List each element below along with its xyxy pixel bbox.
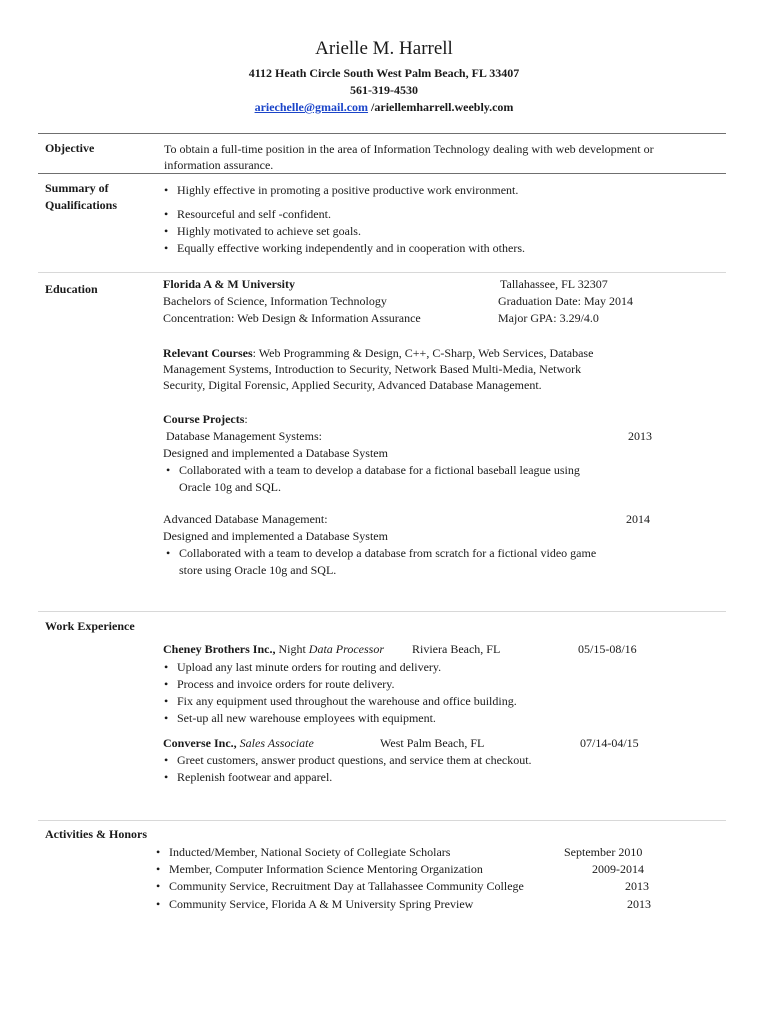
relevant-courses-line-2: Management Systems, Introduction to Security, Network Based Multi-Media, Network — [163, 362, 582, 376]
school-name: Florida A & M University — [163, 277, 295, 291]
job-header: Cheney Brothers Inc., Night Data Processor — [163, 642, 385, 656]
job-dates: 05/15-08/16 — [578, 642, 637, 656]
school-location: Tallahassee, FL 32307 — [500, 277, 608, 291]
job-dates: 07/14-04/15 — [580, 736, 639, 750]
header-divider — [38, 133, 726, 134]
relevant-courses-line-3: Security, Digital Forensic, Applied Security, Advanced Database Management. — [163, 378, 542, 392]
objective-divider — [38, 173, 726, 174]
activity-item: • Community Service, Florida A & M University Spring Preview — [156, 897, 474, 911]
activity-date: 2013 — [625, 879, 649, 893]
job-duty: • Process and invoice orders for route delivery. — [164, 677, 395, 691]
work-divider — [38, 820, 726, 821]
summary-item: • Resourceful and self -confident. — [164, 207, 331, 221]
phone-line: 561-319-4530 — [350, 83, 418, 97]
job-duty: • Replenish footwear and apparel. — [164, 770, 333, 784]
job-location: Riviera Beach, FL — [412, 642, 501, 656]
activity-item: • Community Service, Recruitment Day at Tallahassee Community College — [156, 879, 524, 893]
job-duty: • Fix any equipment used throughout the warehouse and office building. — [164, 694, 517, 708]
objective-text-2: information assurance. — [164, 158, 274, 172]
project-bullet-cont: store using Oracle 10g and SQL. — [179, 563, 337, 577]
project-desc: Designed and implemented a Database System — [163, 529, 388, 543]
objective-label: Objective — [45, 141, 95, 155]
summary-item: • Highly motivated to achieve set goals. — [164, 224, 361, 238]
project-bullet: • Collaborated with a team to develop a database for a fictional baseball league using — [166, 463, 580, 477]
activity-date: September 2010 — [564, 845, 643, 859]
activity-date: 2013 — [627, 897, 651, 911]
project-year: 2013 — [628, 429, 652, 443]
job-header: Converse Inc., Sales Associate — [163, 736, 314, 750]
education-label: Education — [45, 282, 98, 296]
concentration: Concentration: Web Design & Information Assurance — [163, 311, 421, 325]
project-title: Advanced Database Management: — [163, 512, 328, 526]
project-bullet-cont: Oracle 10g and SQL. — [179, 480, 281, 494]
address-line: 4112 Heath Circle South West Palm Beach, FL 33407 — [248, 66, 520, 80]
resume-name: Arielle M. Harrell — [315, 38, 453, 59]
project-bullet: • Collaborated with a team to develop a database from scratch for a fictional video game — [166, 546, 597, 560]
summary-label-1: Summary of — [45, 181, 109, 195]
web-contact-line — [0, 99, 768, 116]
email-link[interactable]: ariechelle@gmail.com — [254, 100, 369, 114]
project-year: 2014 — [626, 512, 650, 526]
summary-divider — [38, 272, 726, 273]
education-divider — [38, 611, 726, 612]
project-title: Database Management Systems: — [166, 429, 322, 443]
job-location: West Palm Beach, FL — [380, 736, 485, 750]
activity-item: • Member, Computer Information Science Mentoring Organization — [156, 862, 483, 876]
gpa: Major GPA: 3.29/4.0 — [498, 311, 599, 325]
summary-label-2: Qualifications — [45, 198, 118, 212]
graduation-date: Graduation Date: May 2014 — [498, 294, 633, 308]
activity-date: 2009-2014 — [592, 862, 644, 876]
project-desc: Designed and implemented a Database System — [163, 446, 388, 460]
activity-item: • Inducted/Member, National Society of Collegiate Scholars — [156, 845, 451, 859]
activities-label: Activities & Honors — [45, 827, 147, 841]
summary-item: • Highly effective in promoting a positive productive work environment. — [164, 183, 519, 197]
course-projects-heading: Course Projects: — [163, 412, 248, 426]
job-duty: • Greet customers, answer product questions, and service them at checkout. — [164, 753, 532, 767]
job-duty: • Set-up all new warehouse employees with equipment. — [164, 711, 436, 725]
objective-text-1: To obtain a full-time position in the area of Information Technology dealing with web development or — [164, 142, 654, 156]
summary-item: • Equally effective working independently and in cooperation with others. — [164, 241, 526, 255]
website-text: /ariellemharrell.weebly.com — [368, 100, 514, 114]
relevant-courses-line-1: Relevant Courses: Web Programming & Design, C++, C-Sharp, Web Services, Database — [163, 346, 594, 360]
job-duty: • Upload any last minute orders for routing and delivery. — [164, 660, 442, 674]
degree: Bachelors of Science, Information Technology — [163, 294, 387, 308]
work-label: Work Experience — [45, 619, 135, 633]
relevant-courses-label: Relevant Courses — [163, 346, 253, 360]
